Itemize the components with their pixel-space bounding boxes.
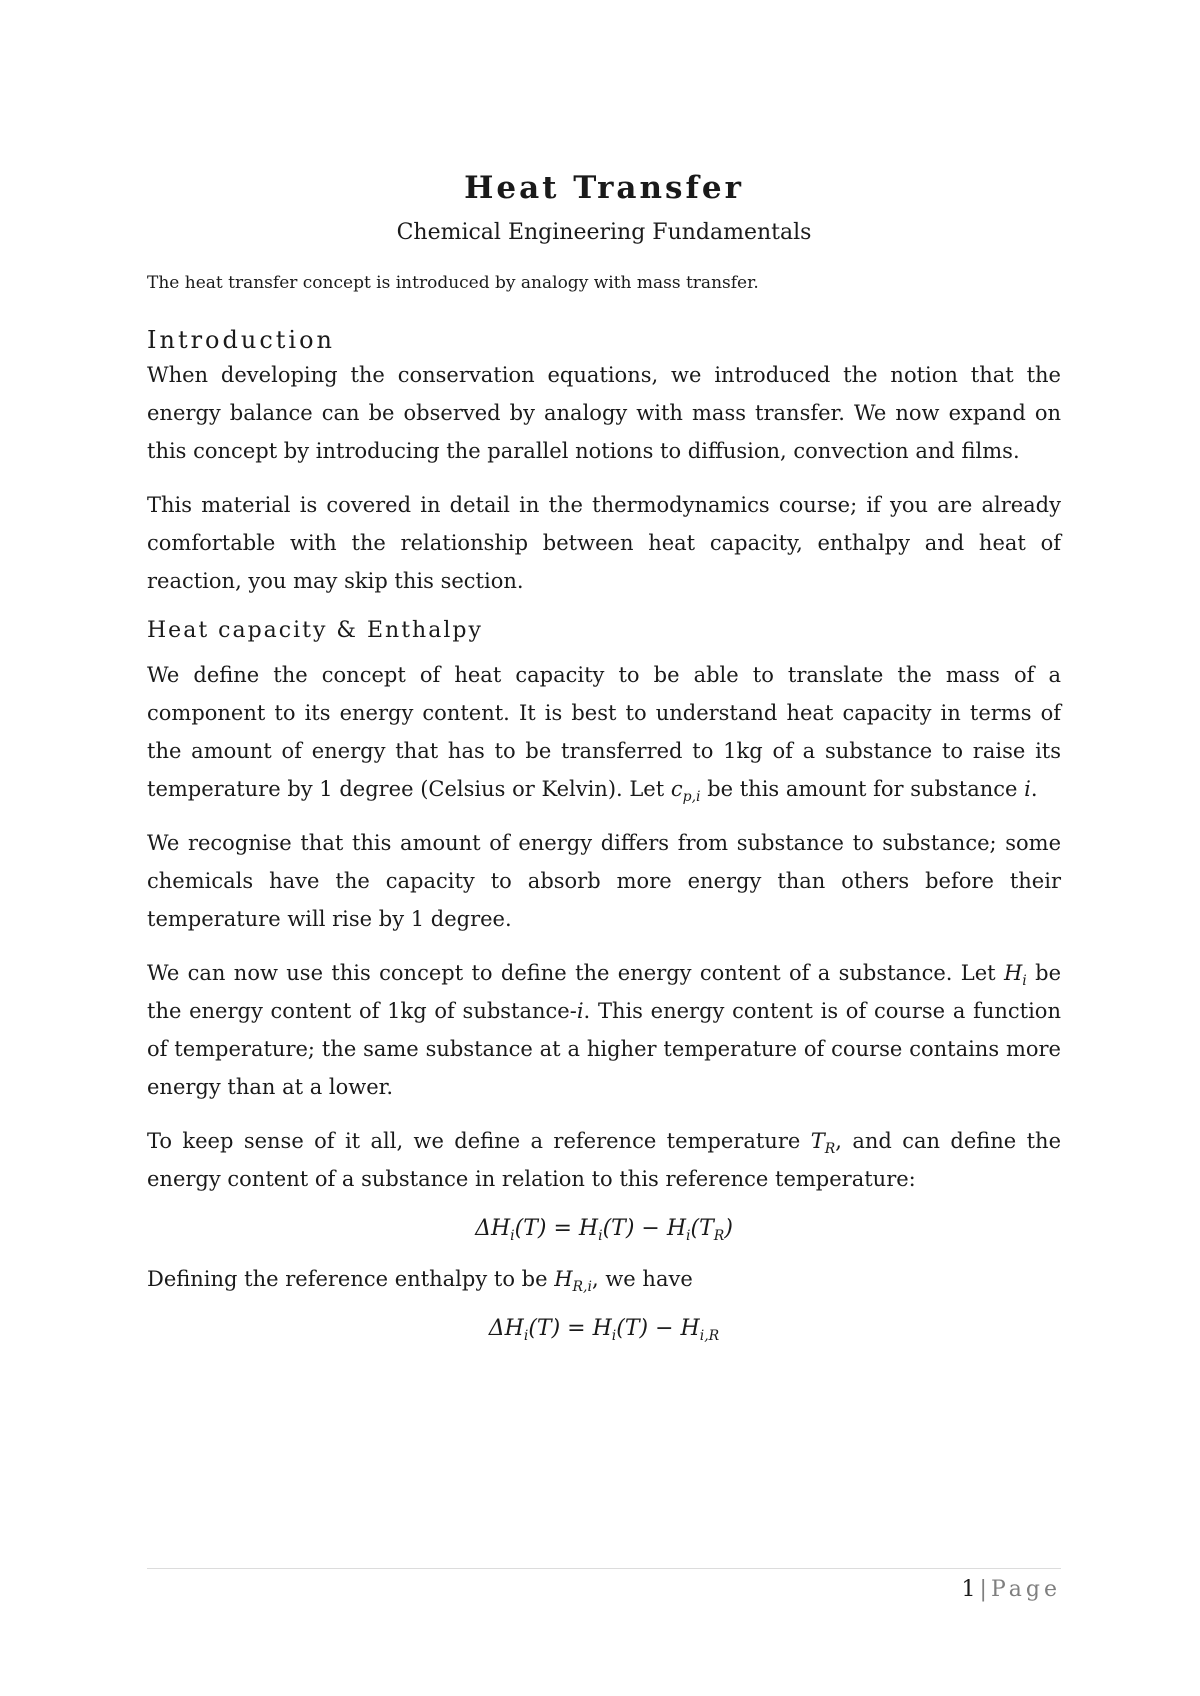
math-symbol-hri (554, 1267, 592, 1295)
paragraph-text: To keep sense of it all, we define a reference temperature (147, 1129, 811, 1153)
paragraph-text: be the energy content of 1kg of substance- (147, 961, 1061, 1023)
equation-delta-h-reference (147, 1310, 1061, 1348)
document-abstract: The heat transfer concept is introduced by analogy with mass transfer. (147, 273, 759, 293)
heat-capacity-paragraph-3 (147, 954, 1061, 1106)
paragraph-text: , and can define the energy content of a substance in relation to this reference temperature: (147, 1129, 1061, 1191)
math-subscript: i (611, 1328, 617, 1344)
math-text: (T) = (528, 1316, 593, 1341)
footer-divider (147, 1568, 1061, 1569)
section-heading-introduction: Introduction (147, 326, 335, 354)
intro-paragraph-1: When developing the conservation equations, we introduced the notion that the energy balance can be observed by analogy with mass transfer. We now expand on this concept by introducing the parallel notions to diffusion, convection and films. (147, 363, 1061, 463)
math-base: c (670, 777, 683, 801)
math-base: ΔH (475, 1216, 511, 1241)
heat-capacity-paragraph-4 (147, 1122, 1061, 1198)
math-text: (T) = (514, 1216, 579, 1241)
heat-capacity-paragraph-2: We recognise that this amount of energy differs from substance to substance; some chemicals have the capacity to absorb more energy than others before their temperature will rise by 1 degree. (147, 831, 1061, 931)
math-symbol-i: i (576, 999, 584, 1023)
subsection-heading-heat-capacity: Heat capacity & Enthalpy (147, 618, 483, 643)
math-subscript: i (510, 1228, 515, 1244)
math-base: H (592, 1316, 612, 1341)
math-base: H (554, 1267, 573, 1291)
math-symbol-hi (1003, 961, 1027, 989)
math-base: H (680, 1316, 700, 1341)
math-base: ΔH (488, 1316, 524, 1341)
paragraph-text: be this amount for substance (700, 777, 1025, 801)
page-footer (962, 1575, 1061, 1605)
math-text: ) (724, 1216, 733, 1241)
equation-delta-h (147, 1210, 1061, 1248)
math-base: H (666, 1216, 687, 1241)
math-base: H (578, 1216, 599, 1241)
math-subscript: R (713, 1228, 725, 1244)
page-number: 1 (961, 1577, 976, 1602)
paragraph-text: . (1030, 777, 1038, 801)
math-subscript: i (598, 1228, 603, 1244)
page-content (147, 168, 1061, 1360)
math-subscript: R (824, 1141, 836, 1157)
math-subscript: i (686, 1228, 691, 1244)
page-label: Page (990, 1577, 1061, 1602)
math-symbol-tr (810, 1129, 836, 1157)
math-subscript: p,i (682, 789, 701, 805)
heat-capacity-paragraph-1 (147, 656, 1061, 808)
document-title: Heat Transfer (464, 170, 744, 206)
paragraph-text: Defining the reference enthalpy to be (147, 1267, 555, 1291)
math-subscript: R,i (572, 1279, 592, 1295)
math-text: (T (690, 1216, 714, 1241)
math-text: (T) − (616, 1316, 681, 1341)
paragraph-text: , we have (591, 1267, 693, 1291)
heat-capacity-paragraph-5 (147, 1260, 1061, 1298)
math-subscript: i (523, 1328, 529, 1344)
math-subscript: i,R (699, 1328, 720, 1344)
paragraph-text: We can now use this concept to define the energy content of a substance. Let (147, 961, 1004, 985)
document-subtitle: Chemical Engineering Fundamentals (396, 220, 812, 245)
intro-paragraph-2: This material is covered in detail in the thermodynamics course; if you are already comfortable with the relationship between heat capacity, enthalpy and heat of reaction, you may skip this section. (147, 493, 1061, 593)
math-base: T (810, 1129, 825, 1153)
math-subscript: i (1022, 973, 1027, 989)
paragraph-text: We define the concept of heat capacity to be able to translate the mass of a component to its energy content. It is best to understand heat capacity in terms of the amount of energy that has to be transferred to 1kg of a substance to raise its temperature by 1 degree (Celsius or Kelvin). Let (147, 663, 1061, 801)
footer-separator: | (979, 1577, 987, 1602)
math-symbol-i: i (1024, 777, 1031, 801)
math-text: (T) − (602, 1216, 667, 1241)
math-symbol-cp (670, 777, 701, 805)
paragraph-text: . This energy content is of course a function of temperature; the same substance at a higher temperature of course contains more energy than at a lower. (147, 999, 1061, 1099)
math-base: H (1003, 961, 1023, 985)
